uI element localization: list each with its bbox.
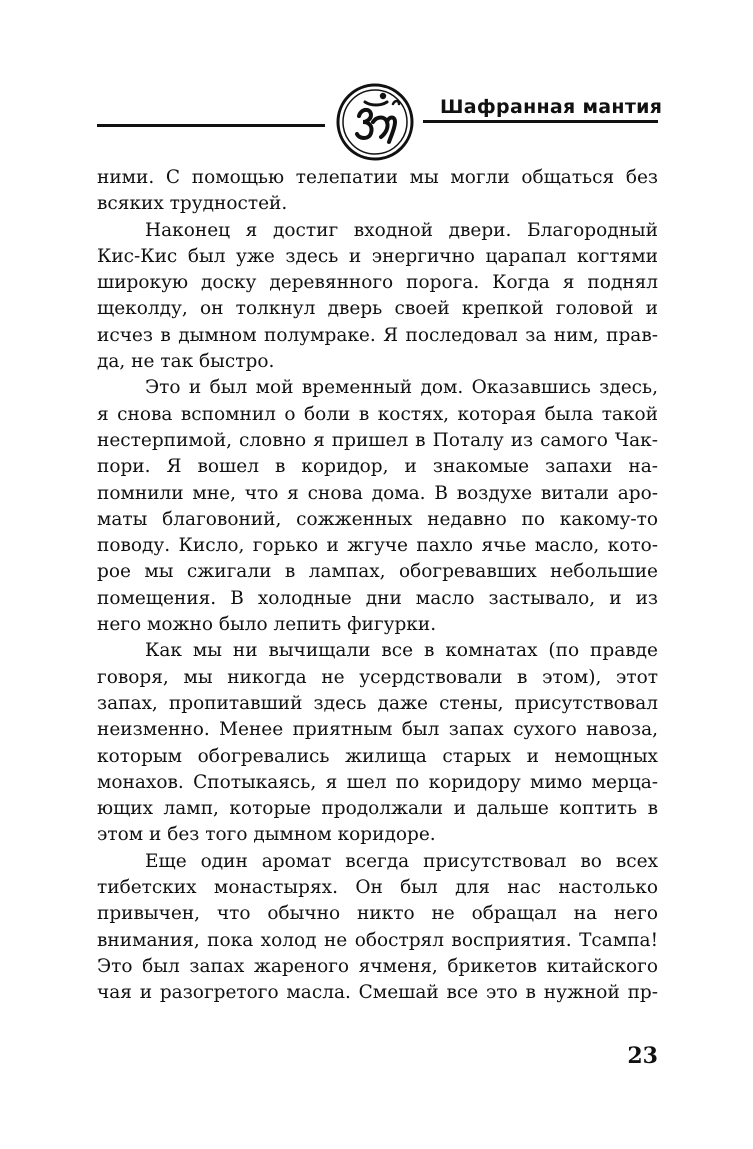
text-line: поводу. Кисло, горько и жгуче пахло ячье масло, кото- [97, 535, 658, 557]
text-line: неизменно. Менее приятным был запах сухого навоза, [97, 719, 658, 741]
text-line: помещения. В холодные дни масло застывало, и из [97, 587, 658, 609]
text-line: него можно было лепить фигурки. [97, 614, 437, 636]
text-line: Как мы ни вычищали все в комнатах (по правде [145, 640, 658, 662]
text-line: я снова вспомнил о боли в костях, которая была такой [97, 403, 658, 425]
text-line: щеколду, он толкнул дверь своей крепкой головой и [97, 298, 658, 320]
text-line: Кис-Кис был уже здесь и энергично царапал когтями [97, 245, 658, 267]
text-line: этом и без того дымном коридоре. [97, 824, 436, 846]
text-line: маты благовоний, сожженных недавно по какому-то [97, 508, 658, 530]
header-rule-left [97, 124, 325, 127]
text-line: пори. Я вошел в коридор, и знакомые запахи на- [97, 456, 658, 478]
text-line: привычен, что обычно никто не обращал на него [97, 903, 658, 925]
text-line: ними. С помощью телепатии мы могли общаться без [97, 167, 658, 188]
text-line: широкую доску деревянного порога. Когда я поднял [97, 272, 658, 294]
text-line: говоря, мы никогда не усердствовали в этом), этот [97, 666, 658, 688]
text-line: да, не так быстро. [97, 351, 275, 373]
body-text [97, 165, 658, 1007]
text-line: чая и разогретого масла. Смешай все это в нужной пр- [97, 982, 658, 1004]
page-number: 23 [627, 1043, 658, 1069]
text-line: монахов. Спотыкаясь, я шел по коридору мимо мерца- [97, 771, 658, 793]
text-line: нестерпимой, словно я пришел в Поталу из самого Чак- [97, 429, 658, 451]
text-line: Это был запах жареного ячменя, брикетов китайского [97, 955, 658, 977]
text-line: помнили мне, что я снова дома. В воздухе витали аро- [97, 482, 658, 504]
text-line: Наконец я достиг входной двери. Благородный [145, 219, 658, 241]
text-line: ющих ламп, которые продолжали и дальше коптить в [97, 798, 658, 820]
header-rule-right [423, 120, 658, 123]
om-symbol-icon [335, 82, 415, 162]
text-line: всяких трудностей. [97, 193, 288, 215]
text-line: Еще один аромат всегда присутствовал во всех [145, 850, 658, 872]
page-header [0, 0, 753, 160]
text-line: тибетских монастырях. Он был для нас настолько [97, 877, 658, 899]
text-line: Это и был мой временный дом. Оказавшись здесь, [145, 377, 658, 399]
text-line: внимания, пока холод не обострял восприятия. Тсампа! [97, 929, 658, 951]
running-title: Шафранная мантия [440, 96, 663, 118]
text-line: рое мы сжигали в лампах, обогревавших небольшие [97, 561, 658, 583]
text-line: которым обогревались жилища старых и немощных [97, 745, 658, 767]
text-line: запах, пропитавший здесь даже стены, присутствовал [97, 692, 658, 714]
text-line: исчез в дымном полумраке. Я последовал за ним, прав- [97, 324, 658, 346]
